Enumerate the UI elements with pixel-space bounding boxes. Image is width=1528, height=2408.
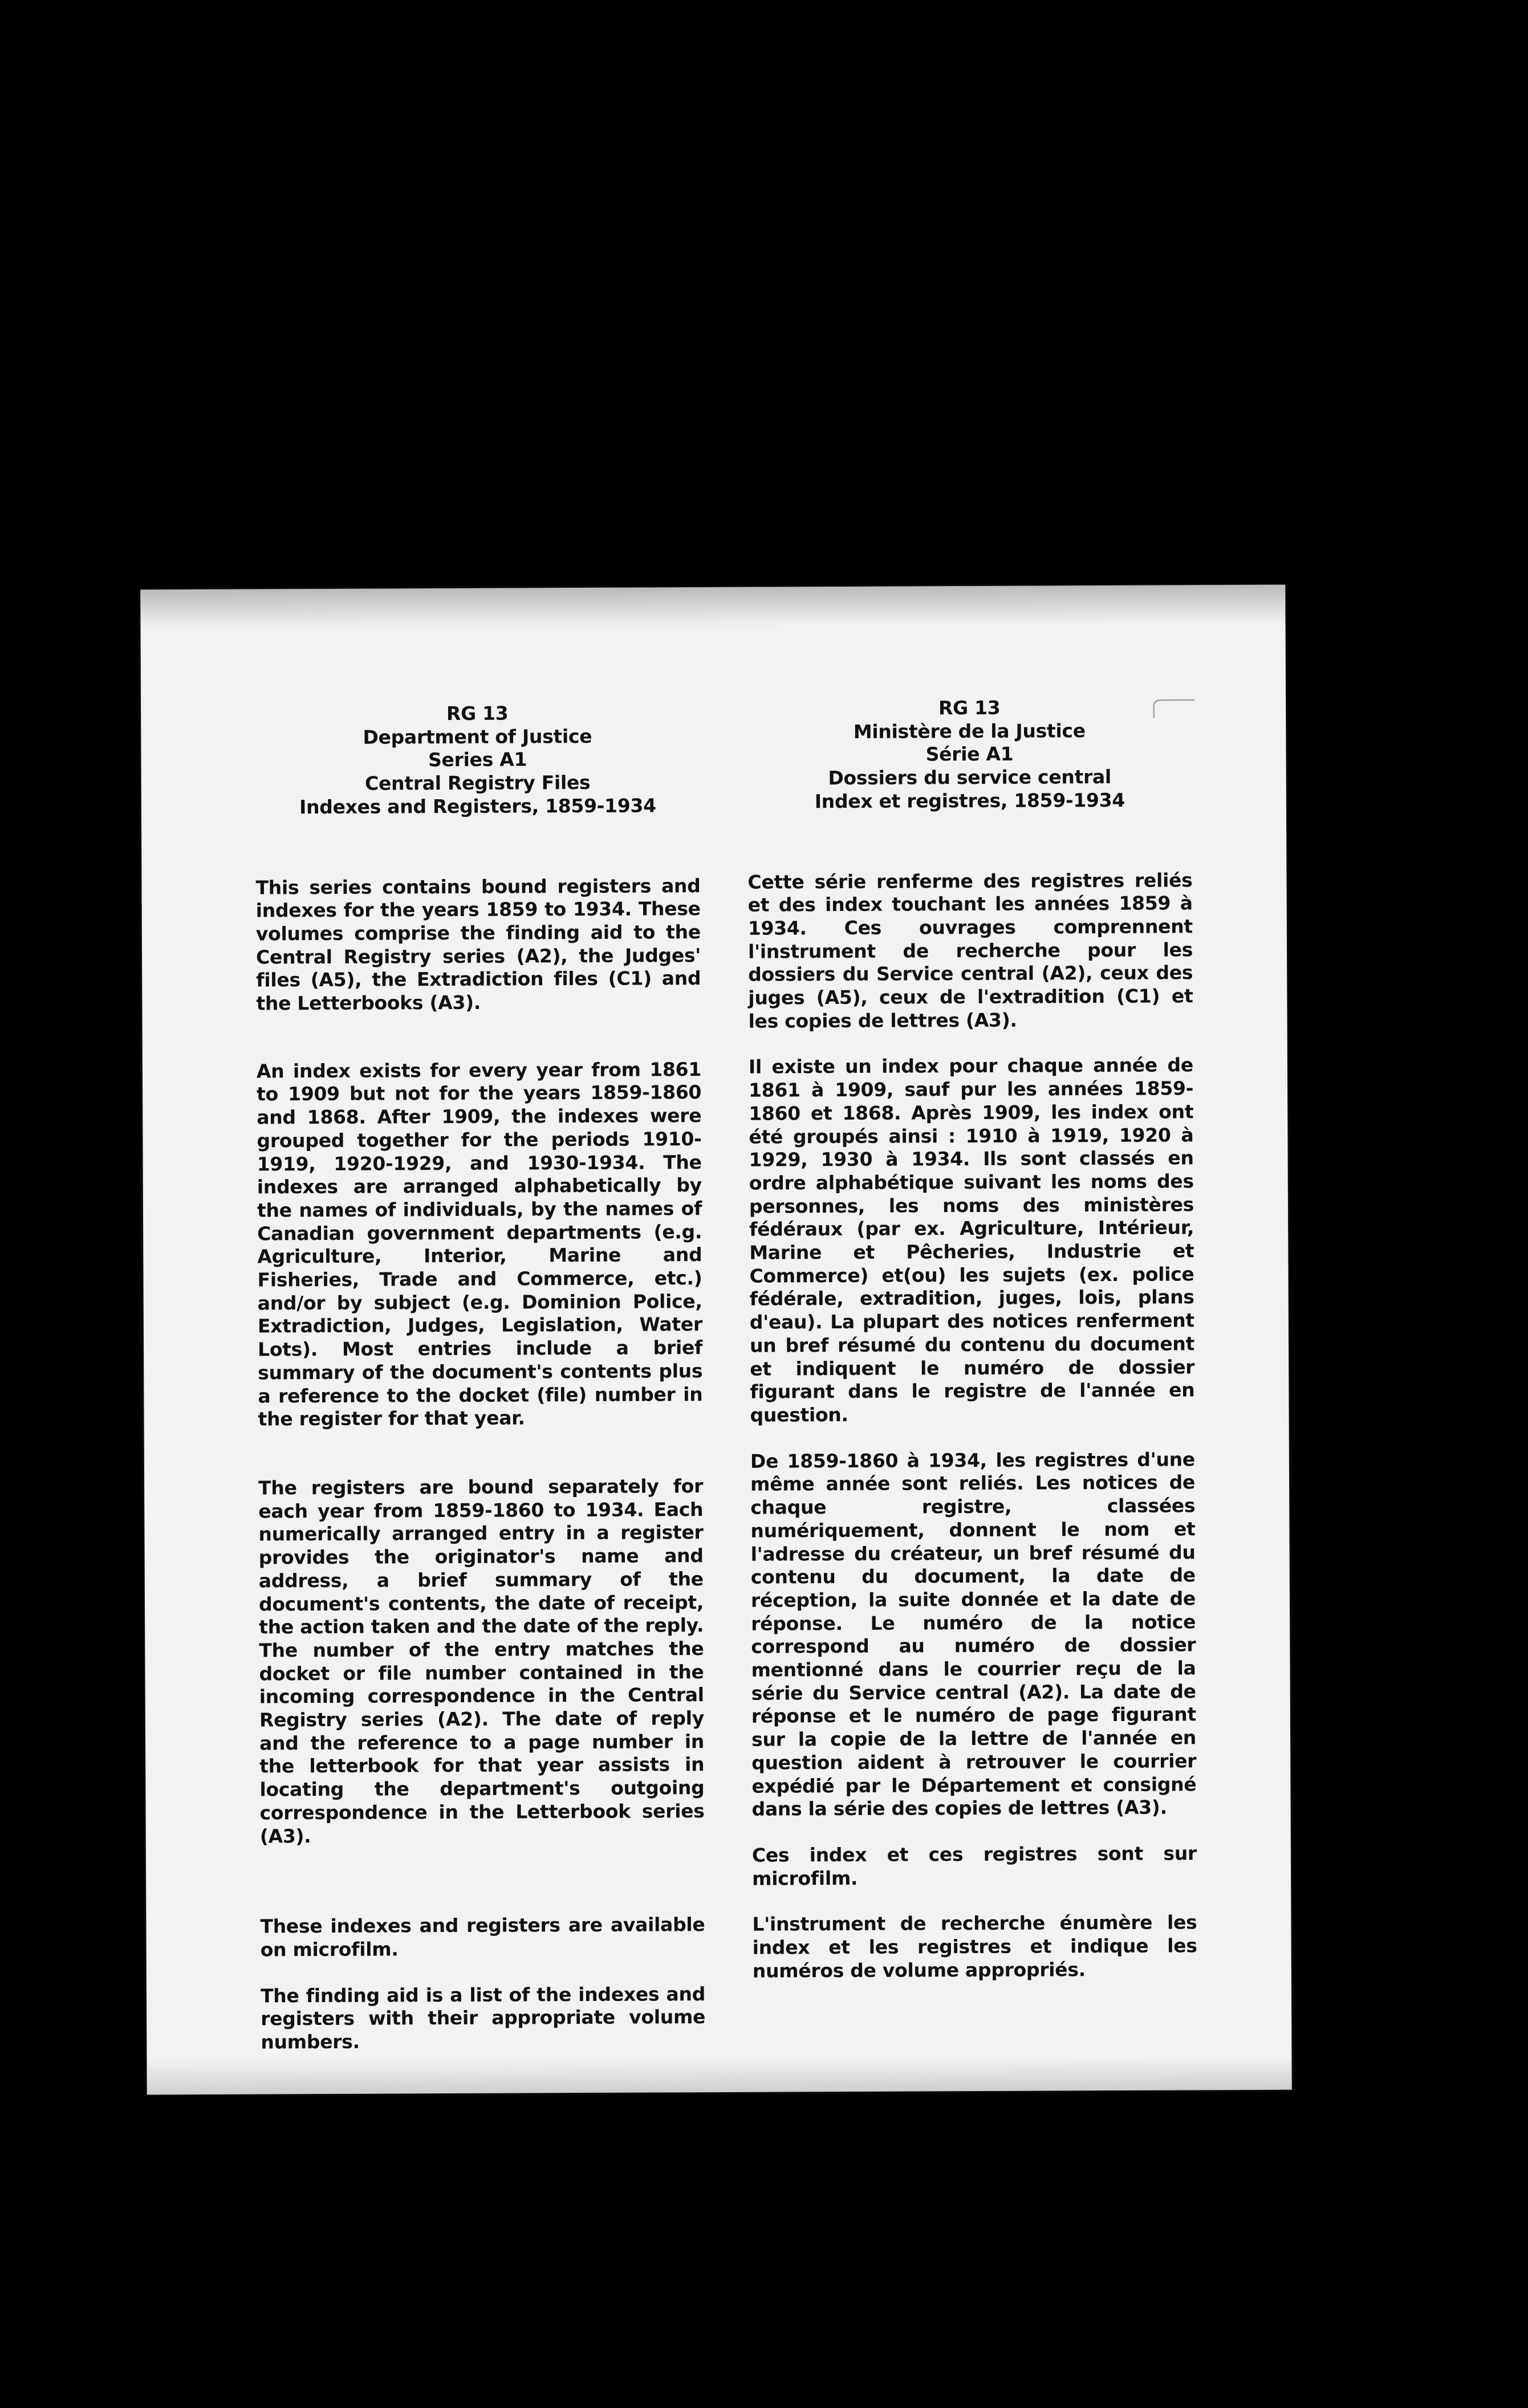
english-heading: [255, 701, 700, 819]
english-paragraph-5: The finding aid is a list of the indexes and registers with their appropriate volume numbers.: [260, 1982, 706, 2053]
heading-department: Department of Justice: [363, 725, 592, 749]
french-paragraph-5: L'instrument de recherche énumère les index et les registres et indique les numéros de volume appropriés.: [752, 1911, 1197, 1982]
english-paragraph-1: This series contains bound registers and indexes for the years 1859 to 1934. These volumes comprise the finding aid to the Central Registry series (A2), the Judges' files (A5), the Extradiction files (C1) and the Letterbooks (A3).: [255, 874, 701, 1015]
english-paragraph-3: The registers are bound separately for each year from 1859-1860 to 1934. Each numerically arranged entry in a register provides the originator's name and address, a brief summary of the document's contents, the date of receipt, the action taken and the date of the reply. The number of the entry matches the docket or file number contained in the incoming correspondence in the Central Registry series (A2). The date of reply and the reference to a page number in the letterbook for that year assists in locating the department's outgoing correspondence in the Letterbook series (A3).: [258, 1475, 705, 1848]
heading-files: Central Registry Files: [365, 771, 591, 795]
heading-series: Série A1: [925, 743, 1014, 766]
french-paragraph-2: Il existe un index pour chaque année de 1861 à 1909, sauf pur les années 1859-1860 et 1868. Après 1909, les index ont été groupés ainsi : 1910 à 1919, 1920 à 1929, 1930 à 1934. Ils sont classés en ordre alphabétique suivant les noms des personnes, les noms des ministères fédéraux (par ex. Agriculture, Intérieur, Marine et Pêcheries, Industrie et Commerce) et(ou) les sujets (ex. police fédérale, extradition, juges, lois, plans d'eau). La plupart des notices renferment un bref résumé du contenu du document et indiquent le numéro de dossier figurant dans le registre de l'année en question.: [748, 1054, 1195, 1426]
french-paragraph-1: Cette série renferme des registres reliés et des index touchant les années 1859 à 1934. Ces ouvrages comprennent l'instrument de recherche pour les dossiers du Service central (A2), ceux des juges (A5), ceux de l'extradition (C1) et les copies de lettres (A3).: [747, 868, 1193, 1032]
french-paragraph-4: Ces index et ces registres sont sur microfilm.: [751, 1842, 1197, 1890]
english-paragraph-2: An index exists for every year from 1861 to 1909 but not for the years 1859-1860 and 1868. After 1909, the indexes were grouped together for the periods 1910-1919, 1920-1929, and 1930-1934. The indexes are arranged alphabetically by the names of individuals, by the names of Canadian government departments (e.g. Agriculture, Interior, Marine and Fisheries, Trade and Commerce, etc.) and/or by subject (e.g. Dominion Police, Extradiction, Judges, Legislation, Water Lots). Most entries include a brief summary of the document's contents plus a reference to the docket (file) number in the register for that year.: [256, 1057, 703, 1430]
english-paragraph-4: These indexes and registers are available on microfilm.: [260, 1913, 705, 1961]
heading-files: Dossiers du service central: [828, 766, 1112, 790]
heading-record-group: RG 13: [938, 696, 1001, 719]
heading-series: Series A1: [428, 748, 527, 771]
english-column: [255, 701, 705, 2054]
heading-dates: Indexes and Registers, 1859-1934: [299, 794, 656, 818]
french-heading: [747, 695, 1192, 813]
heading-record-group: RG 13: [446, 702, 509, 725]
french-paragraph-3: De 1859-1860 à 1934, les registres d'une même année sont reliés. Les notices de chaque registre, classées numériquement, donnent le nom et l'adresse du créateur, un bref résumé du contenu du document, la date de réception, la suite donnée et la date de réponse. Le numéro de la notice correspond au numéro de dossier mentionné dans le courrier reçu de la série du Service central (A2). La date de réponse et le numéro de page figurant sur la copie de la lettre de l'année en question aident à retrouver le courrier expédié par le Département et consigné dans la série des copies de lettres (A3).: [750, 1448, 1197, 1820]
heading-ministry: Ministère de la Justice: [853, 719, 1086, 743]
french-column: [747, 695, 1197, 1983]
heading-dates: Index et registres, 1859-1934: [814, 788, 1125, 813]
document-page: [140, 585, 1292, 2095]
